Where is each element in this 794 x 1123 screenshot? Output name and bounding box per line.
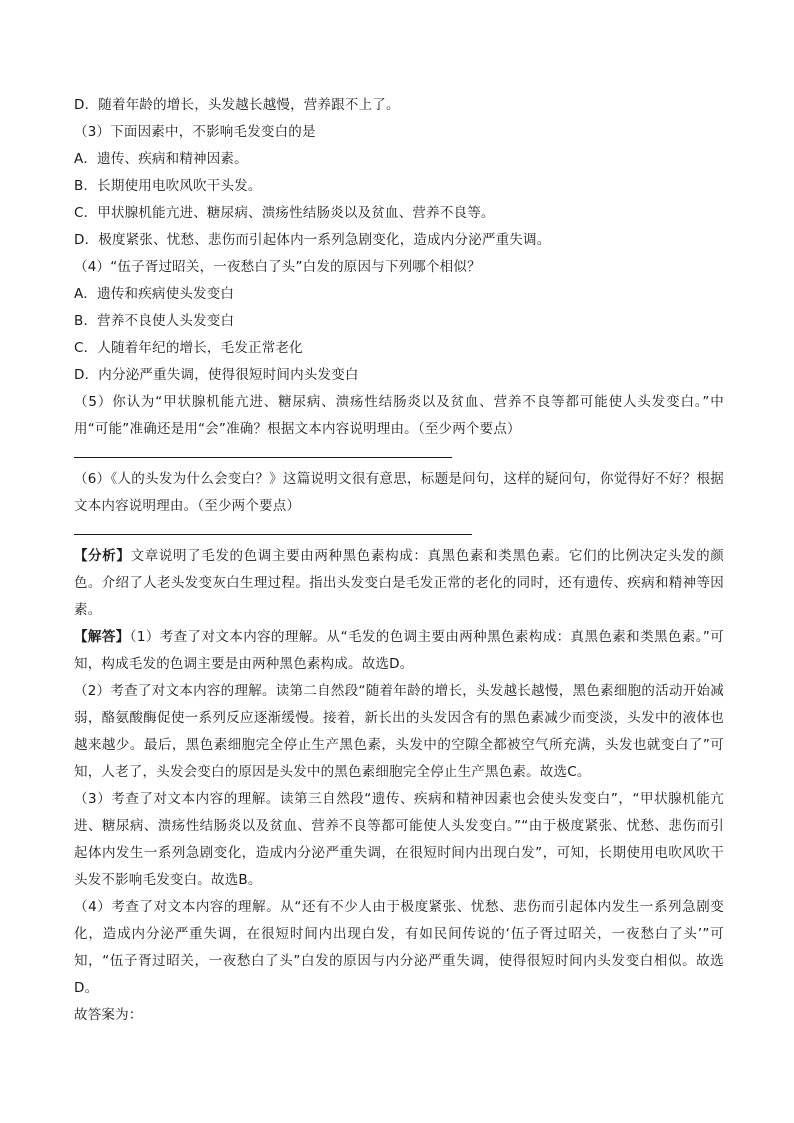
document-page: [74, 92, 724, 1029]
option-3d: D．极度紧张、忧愁、悲伤而引起体内一系列急剧变化，造成内分泌严重失调。: [74, 232, 551, 248]
option-3c: C．甲状腺机能亢进、糖尿病、溃疡性结肠炎以及贫血、营养不良等。: [74, 205, 495, 221]
solution-paragraph-1: [74, 624, 724, 678]
option-3d-prev: D．随着年龄的增长，头发越长越慢，营养跟不上了。: [74, 97, 400, 113]
option-4a: A．遗传和疾病使头发变白: [74, 286, 235, 302]
question-6: （6）《人的头发为什么会变白？》这篇说明文很有意思，标题是问句，这样的疑问句，你觉得好不好？根据文本内容说明理由。（至少两个要点）: [74, 471, 724, 514]
solution-paragraph-2: （2）考查了对文本内容的理解。读第二自然段“随着年龄的增长，头发越长越慢，黑色素细胞的活动开始减弱，酪氨酸酶促使一系列反应逐渐缓慢。接着，新长出的头发因含有的黑色素减少而变淡，头发中的液体也越来越少。最后，黑色素细胞完全停止生产黑色素，头发中的空隙全都被空气所充满，头发也就变白了”可知，人老了，头发会变白的原因是头发中的黑色素细胞完全停止生产黑色素。故选C。: [74, 683, 724, 780]
solution-paragraph-4: （4）考查了对文本内容的理解。从“还有不少人由于极度紧张、忧愁、悲伤而引起体内发生一系列急剧变化，造成内分泌严重失调，在很短时间内出现白发，有如民间传说的‘伍子胥过昭关，一夜愁白了头’”可知，“伍子胥过昭关，一夜愁白了头”白发的原因与内分泌严重失调，使得很短时间内头发变白相似。故选D。: [74, 899, 724, 996]
solution-label: 【解答】: [74, 629, 130, 645]
option-3b: B．长期使用电吹风吹干头发。: [74, 178, 262, 194]
question-4: （4）“伍子胥过昭关，一夜愁白了头”白发的原因与下列哪个相似？: [74, 259, 481, 275]
option-4b: B．营养不良使人头发变白: [74, 313, 235, 329]
option-4c: C．人随着年纪的增长，毛发正常老化: [74, 340, 303, 356]
final-answer-heading: 故答案为：: [74, 1007, 143, 1023]
option-4d: D．内分泌严重失调，使得很短时间内头发变白: [74, 367, 359, 383]
solution-paragraph-3: （3）考查了对文本内容的理解。读第三自然段“遗传、疾病和精神因素也会使头发变白”，“甲状腺机能亢进、糖尿病、溃疡性结肠炎以及贫血、营养不良等都可能使人头发变白。”“由于极度紧张、忧愁、悲伤而引起体内发生一系列急剧变化，造成内分泌严重失调，在很短时间内出现白发”，可知，长期使用电吹风吹干头发不影响毛发变白。故选B。: [74, 791, 724, 888]
analysis-label: 【分析】: [74, 548, 131, 564]
question-3: （3）下面因素中，不影响毛发变白的是: [74, 124, 316, 140]
answer-blank-line-5: [74, 457, 452, 458]
analysis-text: 文章说明了毛发的色调主要由两种黑色素构成：真黑色素和类黑色素。它们的比例决定头发的颜色。介绍了人老头发变灰白生理过程。指出头发变白是毛发正常的老化的同时，还有遗传、疾病和精神等因素。: [74, 548, 724, 618]
option-3a: A．遗传、疾病和精神因素。: [74, 151, 248, 167]
question-5: （5）你认为“甲状腺机能亢进、糖尿病、溃疡性结肠炎以及贫血、营养不良等都可能使人头发变白。”中用“可能”准确还是用“会”准确？根据文本内容说明理由。（至少两个要点）: [74, 394, 724, 437]
analysis-paragraph: [74, 543, 724, 624]
solution-text-1: （1）考查了对文本内容的理解。从“毛发的色调主要由两种黑色素构成：真黑色素和类黑色素。”可知，构成毛发的色调主要是由两种黑色素构成。故选D。: [74, 629, 724, 672]
answer-blank-line-6: [74, 534, 472, 535]
